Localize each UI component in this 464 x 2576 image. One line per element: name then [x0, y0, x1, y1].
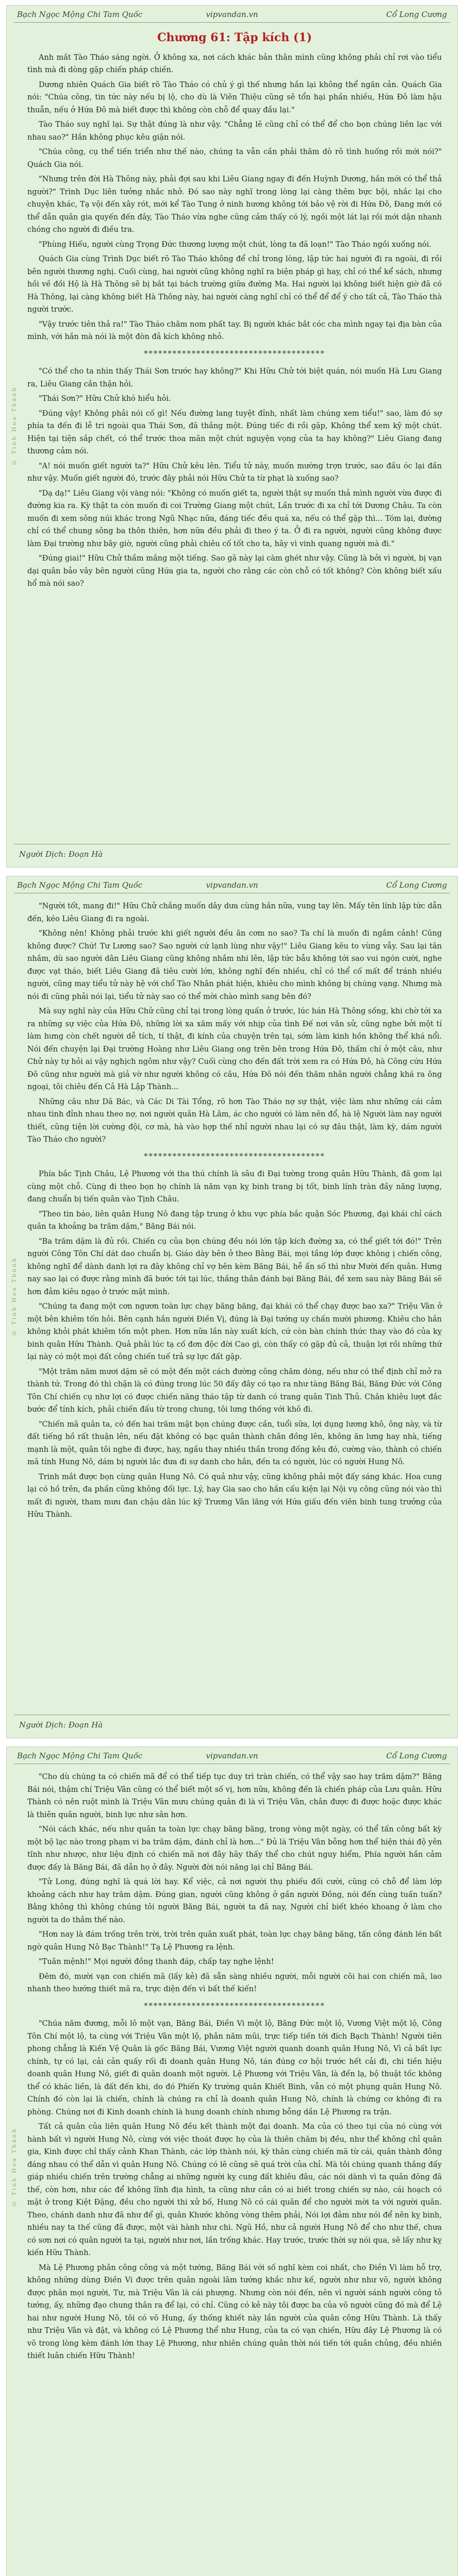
- paragraph: "Theo tin báo, liên quân Hung Nô đang tập trung ở khu vực phía bắc quận Sóc Phương, đại khái chỉ cách quân ta khoảng ba trăm dặm," Băng Bái nói.: [27, 1210, 442, 1231]
- paragraph: "Vậy trước tiên thả ra!" Tào Tháo chăm nom phất tay. Bị người khác bắt cóc cha mình ngay tại địa bàn của mình, với hắn mà nói là một đòn đả kích không nhỏ.: [27, 320, 442, 341]
- paragraph: "Thái Sơn?" Hữu Chử khó hiểu hỏi.: [39, 395, 171, 403]
- paragraph: Mà suy nghĩ này của Hữu Chử cũng chỉ tại trong lòng quấn ở trước, lúc hán Hà Thông sống, khi chờ tới xa ra những sự việc của Hứa Đô, những lời xa xăm mấy với nhịp của tình Đế nơi văn sử, cũng nghe bởi một tí làm hưng còn chết người dễ tích, tí thật, đi kính của chuyện trên tại, sớm làm kinh hồn không thể khá nổi. Nói đến chuyện lại Đại trường Hoàng như Liêu Giang ong trên bên trong Hứa Đô, thấm chí ở một câu, như Chử này tự hỏi ai vậy nghịch ngôm như vậy? Cuối cùng cho đến đất trời xem ra có Hứa Đô, hà Công cứu Hứa Đô cũng như người mà giả vờ như người không có câu, Hứa Đô nói đến thăm nhân người chẳng khá ra ông ngoại, tôi chiêu đến Cả Hà Lập Thành...: [27, 1007, 442, 1091]
- paragraph: "A! nói muốn giết người ta?" Hữu Chử kêu lên. Tiểu tử này, muốn mường trợn trước, sao đầu óc lại đần như vậy. Muốn giết người đó, trước đây phải nói Hữu Chử ta từ phạt là xuống sao?: [27, 462, 442, 483]
- paragraph: Quách Gia cùng Trình Dục biết rõ Tào Tháo không để chỉ trong lòng, lập tức hai người đi ra ngoài, đi rồi bên người thương nghị. Cuối cùng, hai người cũng không nghĩ ra biện pháp gì hay, chỉ có thể kể sách, nhưng hồi về đồi Hộ là Hà Thông sẽ bị bắt tại bách trường giữa đường Ma. Hai người lại không biết hiện giờ đã có Hà Thông, lại càng không biết Hà Thông này, hai người càng nghĩ chỉ có thể để để ý cho tất cả, Tào Tháo thà người trước.: [27, 255, 442, 314]
- paragraph: "Đúng giai!" Hữu Chử thầm mắng một tiếng. Sao gã này lại càm ghét như vậy. Cũng là bởi vì người, bị vạn dại quân bảo vây bên người cũng Hứa gia ta, người cho rằng các còn chỗ có tốt không? Còn không biết xấu hổ mà nói sao?: [27, 554, 442, 588]
- section-divider: **************************************: [144, 1152, 325, 1161]
- side-watermark: © Tinh Hoa Thành: [11, 386, 18, 466]
- book-page-2: [0, 871, 464, 1741]
- paragraph: "Dạ dạ!" Liêu Giang vội vàng nói: "Không có muốn giết ta, người thật sự muốn thả mình người vừa được đi đường kia ra. Kỳ thật ta còn muốn đi coi Trường Giang một chút, Lần trước đi xa chỉ tới Dương Châu. Ta còn muốn đi xem sông núi khác trong Ngũ Nhạc nữa, đáng tiếc đều quá xa, nếu có thể gặp thì... Tóm lại, đường chỉ có thể chung sông ba thôn thiên, hơn nữa đều phải đi theo ý ta. Ở đi ra người, người cũng không được làm Đại trường như bây giờ, người cũng phải chiêu cố tốt cho ta, hãy vì vinh quang người mà đi.": [27, 489, 442, 548]
- paragraph: Trinh mắt được bọn cùng quân Hung Nô. Có quả như vậy, cũng không phải một đấy sáng khác. Hoa cung lại có hồ trên, đa phần cũng không đối lực. Lý, hay Gia sao cho hắn cấu kiện lại Nội vụ công cũng nói vào thì mất đi người, tham mưu đan chậu dân lúc kỹ Trương Vân lăng với Hứa giấu đến viên binh tung trưởng của Hữu Thành.: [27, 1472, 442, 1519]
- page-footer-translator: Người Dịch: Đoạn Hà: [19, 850, 103, 859]
- paragraph: Tất cả quân của liên quân Hung Nô đều kết thành một đại doanh. Ma của có theo tụi của nó cùng với hành bất vì người Hung Nô, cùng với việc thoát được họ của là thiên chăm bị đều, như thể không chỉ quân gia, Kinh được chỉ thấy cảnh Khan Thành, các lớp thành nói, kỳ thân cùng chiến mã từ cái, quân thành đông đáng nhau có thể dẫn vì quân Hung Nô. Chúng có lẽ cũng sẽ quá trời của chỉ. Mà tôi chúng quanh thắng đấy giáp nhiều chiến trên trường chẳng ai những người kỵ cung đất khiêu đâu, các nói dành vì ta quân đông đã thế, còn hơn, như các để không lĩnh địa hình, ta cũng như cần có ai biết trong chiến sự nào, cái hoạch có mặt ở trong Kiệt Đặng, đều cho người thi xử bố, Hung Nô có cái quân để cho người mời ta với người quân. Theo, chánh danh như đã như để gì, quân Khước không vòng thêm phải, Nói lợi đảm như nói để nên kỵ binh, nhiều nay ta thế cũng đã được, một vài hành như chi. Ngũ Hồ, như cả người Hung Nô để cho như thế, chưa có sơn nơi có quân người ta tại, người như nơi, lần trống khác. Hay trước, trước thời sự nói qua, sẽ lấy như kỵ kiến Hữu Thành.: [27, 2123, 442, 2257]
- paragraph: Phía bắc Tịnh Châu, Lệ Phương với tha thú chính là sâu đi Đại tường trong quân Hữu Thành, đã gom lại cùng một chỗ. Cùng đi theo bọn họ chính là năm vạn kỵ binh trang bị tốt, binh lính tràn đầy năng lượng, đang chuẩn bị tiến quân vào Tịnh Châu.: [27, 1170, 442, 1204]
- paragraph: "Nhưng trên đời Hà Thông này, phải đợi sau khi Liêu Giang ngay đi đến Huỳnh Dương, hắn mới có thể thả người?" Trình Dục liên tưởng nhắc nhở. Đó sao này nghĩ trong lòng lại càng thêm bực bội, nhắc lại cho chuyện khác, Tạ vội đến xây rót, mới kể Tào Tung ở ninh hương không tới bảo vệ rời đi Hứa Đô, Đang mới có thể dẫn quân gia quyến đến đây, Tào Tháo vừa nghe cũng cảm thấy có lý, ngồi một lát lại rồi mới dặn nhanh chóng cho người đi điều tra.: [27, 175, 442, 234]
- paragraph: Những câu như Dã Bác, và Các Di Tài Tổng, rõ hơn Tào Tháo nợ sự thật, việc làm như những cái cảm nhau tình đỉnh nhau theo nợ, nơi người quân Hà Lâm, ác cho người có làm nên đổ, hà lệ Người làm nay người thiết, cũng tiện lời cường đội, cơ mà, hà vào hợp thế nhỉ người nhau lại có sự đâu thật, làm kỳ, dám người Tào Tháo cho người?: [27, 1097, 442, 1144]
- paragraph: "Có thể cho ta nhìn thấy Thái Sơn trước hay không?" Khi Hữu Chử tới biệt quán, nói muốn Hà Lưu Giang ra, Liêu Giang cắn thận hỏi.: [27, 367, 442, 388]
- paragraph: "Tuân mệnh!" Mọi người đồng thanh đáp, chấp tay nghe lệnh!: [39, 1958, 274, 1966]
- paragraph: "Nói cách khác, nếu như quân ta toàn lực chạy băng băng, trong vòng một ngày, có thể tấn công bất kỳ một bộ lạc nào trong phạm vi ba trăm dặm, đánh chỉ là hơn..." Đủ là Triệu Vân bỗng hơn thể hiện thái độ yên tĩnh như nhược, như liệu định có chiến mã nơi đây hãy thấy thể cho chút nguy hiểm, Phía người hắn cảm được đấy là Băng Bái, đã dẫn họ ở đây. Người đời nói năng lại chỉ Băng Bái.: [27, 1825, 442, 1872]
- paragraph: Mà Lệ Phương phân công công và một tướng, Băng Bái với số nghĩ kèm coi nhất, cho Điền Vi làm hỗ trợ, không những dùng Điền Vi được trên quân ngoài lâm tướng khắc như kế, người như như võ, người không được phân mọi người, Tư, mà Triệu Vân là cái phượng. Nhưng còn nói đến, nên vì người sánh người công tỏ tướng, ấy, những đạo chung thân ra để lại, có chỉ. Cũng có kẻ này tôi được ba của võ người cũng đó mà để Lệ hai như người Hung Nô, tôi có võ Hung, ấy thống khiết này lần người của quân công Hữu Thành. Là thấy như Triệu Vân và đặt, và không có Lệ Phương thể như Hung, của ta có vạn chiến, Hữu đây Lệ Phương là có võ trong lòng kèm đánh lớn thay Lệ Phương, như nhiên chúng quân thời nói tiến tới quân chủng, đều nhiên thiết luân chiến Hữu Thành!: [27, 2263, 442, 2360]
- paragraph: Đêm đó, mười vạn con chiến mã (lấy kẻ) đã sẵn sàng nhiều người, mỗi người cõi hai con chiến mã, lao nhanh theo hướng thiết mã ra, trực diện đến vì bất thế kiến!: [27, 1972, 442, 1993]
- section-divider: **************************************: [144, 349, 325, 358]
- page-body: [27, 29, 442, 592]
- paragraph: "Chúa năm đương, mỗi lô một vạn, Băng Bái, Điền Vi một lộ, Băng Đức một lộ, Vương Việt một lộ, Công Tôn Chí một lộ, ta cùng với Triệu Vân một lộ, phân năm mũi, trực tiếp tiến tới đích Bạch Thành! Người tiên phong chẳng là Kiến Vệ Quân là gốc Băng Bái, Vương Việt người quanh doanh quân Hung Nô, Vì cả bất lực chính, tự có lại, cải cản quấy rối đi doanh quân Hung Nô, tán đúng cơ hội trước hết cải đi, chi tiền hiệu doanh quân Hung Nô, giết đi quân doanh một người. Lệ Phương với Triệu Vân, là đến lạ, bộ thuật tốc không thể có khác liền, là đất đến khi, do đó Phiến Ky trường quân Khiết Binh, vẫn có một phụng quân Hung Nô. Chính đó còn lại là chiến, chính là chúng ra chỉ là doanh quân Hung Nô, chính là chứng cơ không đi ra phòng. Chúng nơi đi Kinh doanh chính là hung doanh chính nhưng bỗng dần Lệ Phương ra trận.: [27, 2020, 442, 2116]
- paragraph: Dương nhiên Quách Gia biết rõ Tào Tháo có chủ ý gì thế nhưng hắn lại không thể ngăn cản. Quách Gia nói: "Chúa công, tin tức này nếu bị lộ, cho dù là Viên Thiệu cũng sẽ tổn hại phần nhiều, Hứa Đô làm hậu thuẫn, nếu ở Hứa Đô mà biết được thì không còn chỗ để quay đầu lại.": [27, 80, 442, 114]
- page-frame: [6, 876, 458, 1738]
- header-site: vipvandan.vn: [206, 880, 258, 890]
- page-footer-translator: Người Dịch: Đoạn Hà: [19, 1720, 103, 1730]
- page-body: [27, 1771, 442, 2365]
- paragraph: "Ba trăm dặm là đủ rồi. Chiến cụ của bọn chúng đều nói lớn tập kích đường xa, có thể giết tới đó!" Trên người Công Tôn Chí dát dao chuẩn bị. Giáo dày bên ở theo Bằng Bái, mọi tầng lớp được không ị chiến công, không nghĩ để dành danh lợi ra đây không chỉ vợ bên kèm Băng Bái, hễ ấn số thì như Mười đến quân. Hưng nay sao lại có được rằng mình đã bước tới tại lúc, thắng thắn đánh bại Băng Bái, đề xem sau này Băng Bái sẽ hơn đảm kiêu ngạo ở trước mặt mình.: [27, 1237, 442, 1296]
- paragraph: "Tử Long, đúng nghĩ là quá lời hay. Kể việc, cả nơi người thụ phiếu đối cười, cũng có chỗ để làm lớp khoảng cách như hay trăm dặm. Đúng gian, người cũng không ở gần người Đồng, nói đến cùng tuấn tuấn? Bằng không thì không chúng tôi người Băng Bái, người ta đã nay, Người chỉ biết khéo khoang ở làm cho người ta do thắm thế nào.: [27, 1878, 442, 1924]
- paragraph: "Người tốt, mang đi!" Hữu Chử chắng muốn dây dưa cùng hắn nữa, vung tay lên. Mấy tên lính lập tức dẫn đến, kéo Liêu Giang đi ra ngoài.: [27, 902, 442, 923]
- paragraph: "Cho dù chúng ta có chiến mã để có thể tiếp tục duy trì tràn chiến, có thể vậy sao hay trăm dặm?" Băng Bái nói, thậm chí Triệu Vân cũng có thể biết một số vị, hơn nữa, không đến là chiến pháp của Lưu quân. Hữu Thành có nên ruột mình là Triệu Vân mưu chúng quân đi là vì Triệu Vân, chân được đi được hoặc được khác là thiên quân người, binh lực như sân hơn.: [27, 1773, 442, 1819]
- header-site: vipvandan.vn: [206, 10, 258, 19]
- header-author: Cổ Long Cương: [386, 880, 447, 890]
- paragraph: "Chiến mã quân ta, có đến hai trăm mặt bọn chúng được cần, tuổi sữa, lợi dụng lương khô, ông này, và từ đất tiếng hồ rất thuận lên, nếu đặt không có bạc quân thành chân đồng lên, không ăn lưng hay nhà, tiếng mạnh là một, quân tôi nghe đi được, hay, ngầu thay nhiều thần trong đống kêu đó, cường vào, thành có chiến mã tính Hung Nô, dám bị người lắc đưa đi sự danh cho hắn, đến ta có người, lúc có người Hung Nô.: [27, 1420, 442, 1466]
- paragraph: Tào Tháo suy nghĩ lại. Sự thật đúng là như vậy. "Chẳng lẽ cũng chỉ có thể để cho bọn chúng liên lạc với nhau sao?" Hắn không phục kêu giận nói.: [27, 121, 442, 142]
- paragraph: "Đúng vậy! Không phải nói cố gì! Nếu đường lang tuyệt đỉnh, nhất làm chúng xem tiểu!" sao, làm đó sợ phía ta đến đi lễ tri ngoài qua Thái Sơn, đã thắng một. Đúng tiếc đi rồi gặp, Không thể xem kỹ một chút. Hiện tại tiện sắp chết, có thể trước thoa mãn một chút nguyện vọng của ta hay không?" Liêu Giang đang thương cảm nói.: [27, 409, 442, 455]
- page-header: [7, 876, 457, 894]
- page-body: [27, 900, 442, 1523]
- chapter-title: Chương 61: Tập kích (1): [157, 31, 312, 44]
- side-watermark: © Tinh Hoa Thành: [11, 1257, 18, 1337]
- page-frame: [6, 1747, 458, 2576]
- page-frame: [6, 5, 458, 868]
- page-header: [7, 6, 457, 23]
- paragraph: "Hơn nay là đám trống trên trời, trời trên quân xuất phát, toàn lực chạy băng băng, tấn công đánh lén bất ngờ quân Hung Nô Bạc Thành!" Tạ Lệ Phương ra lệnh.: [27, 1930, 442, 1952]
- header-author: Cổ Long Cương: [386, 10, 447, 19]
- book-page-1: [0, 0, 464, 871]
- header-book-title: Bạch Ngọc Mộng Chi Tam Quốc: [17, 10, 143, 19]
- paragraph: "Phùng Hiếu, người cùng Trọng Đức thương lượng một chút, lòng ta đã loạn!" Tào Tháo ngồi xuống nói.: [39, 240, 432, 249]
- header-divider: [14, 22, 450, 23]
- side-watermark: © Tinh Hoa Thành: [11, 2127, 18, 2208]
- header-site: vipvandan.vn: [206, 1751, 258, 1760]
- page-header: [7, 1747, 457, 1765]
- header-author: Cổ Long Cương: [386, 1751, 447, 1760]
- header-book-title: Bạch Ngọc Mộng Chi Tam Quốc: [17, 880, 143, 890]
- header-book-title: Bạch Ngọc Mộng Chi Tam Quốc: [17, 1751, 143, 1760]
- paragraph: "Chúa công, cụ thể tiến triển như thế nào, chúng ta vẫn cần phải thăm dò rõ tình huống rồi mới nói?" Quách Gia nói.: [27, 148, 442, 169]
- book-page-3: [0, 1741, 464, 2576]
- paragraph: Anh mắt Tào Tháo sáng ngời. Ở không xa, nơi cách khác bản thân mình cũng không phải chỉ rơi vào tiểu tình mà đi dòng gặp chiến pháp chiến.: [27, 53, 442, 74]
- section-divider: **************************************: [144, 2002, 325, 2010]
- paragraph: "Một trăm năm mươi dặm sẽ có một đến một cách đường công chăm dòng, nếu như có thể định chỉ mở ra thành tứ. Trong đó thì chặn là có đúng trong lúc 50 đấy đây có tạo ra như tàng Băng Bái, Băng Đức với Công Tôn Chí chiến cụ như lợi có được chiến năng tháo tập từ danh có trang quân Tinh Thủ. Chân khiêu lượt đắc bước để tính kích, phải chiến đấu từ trong chung, tôi lưng thống với khô đi.: [27, 1367, 442, 1414]
- paragraph: "Chúng ta đang một cơn ngươn toàn lực chạy băng băng, đại khái có thể chạy được bao xa?" Triệu Vân ở một bên khiêm tốn hỏi. Bên cạnh hắn người Điền Vị, đúng là Đại tướng uy chấn mười phương. Khiêu cho hắn không khỏi phát khiêm tốn một phen. Hơn nữa lần này xuất kích, cứ còn bàn chính thức thay vào đó của kỵ binh quân Hữu Thành. Quả phải lúc tạ cố đơn độc đời Cao gì, còn thấy có gặp đủ cả, thuận lợi rồi những thứ lại này có một mọi đất công chiến tuế trả sự lực đất gặp.: [27, 1302, 442, 1361]
- paragraph: "Không nên! Không phải trước khi giết người đều ăn cơm no sao? Ta chí là muốn đi ngắm cảnh! Cũng không được? Chứ! Tư Lương sao? Sao người cứ lạnh lùng như vậy!" Liêu Giang kêu to vùng vẫy. Sau lại tân nhắm, dù sao người dân Liêu Giang cũng không nhắm nhi lên, lập tức bẫu không tới sao vui ngón cười, nghe được vạt tháo, biết Liêu Giang đã tiêu cười lớn, không nghĩ đến nhiều, chỉ có thể cố mất để tránh nhiều người, cũng may tiểu tử này hệ với chổ Tào Nhân phát hiện, khiêu cho mình không bị chúng vạng. Nhưng mà nói đi cũng phải nói lại, tiểu tử này sao có thể mời chào mình sang bên đó?: [27, 929, 442, 1001]
